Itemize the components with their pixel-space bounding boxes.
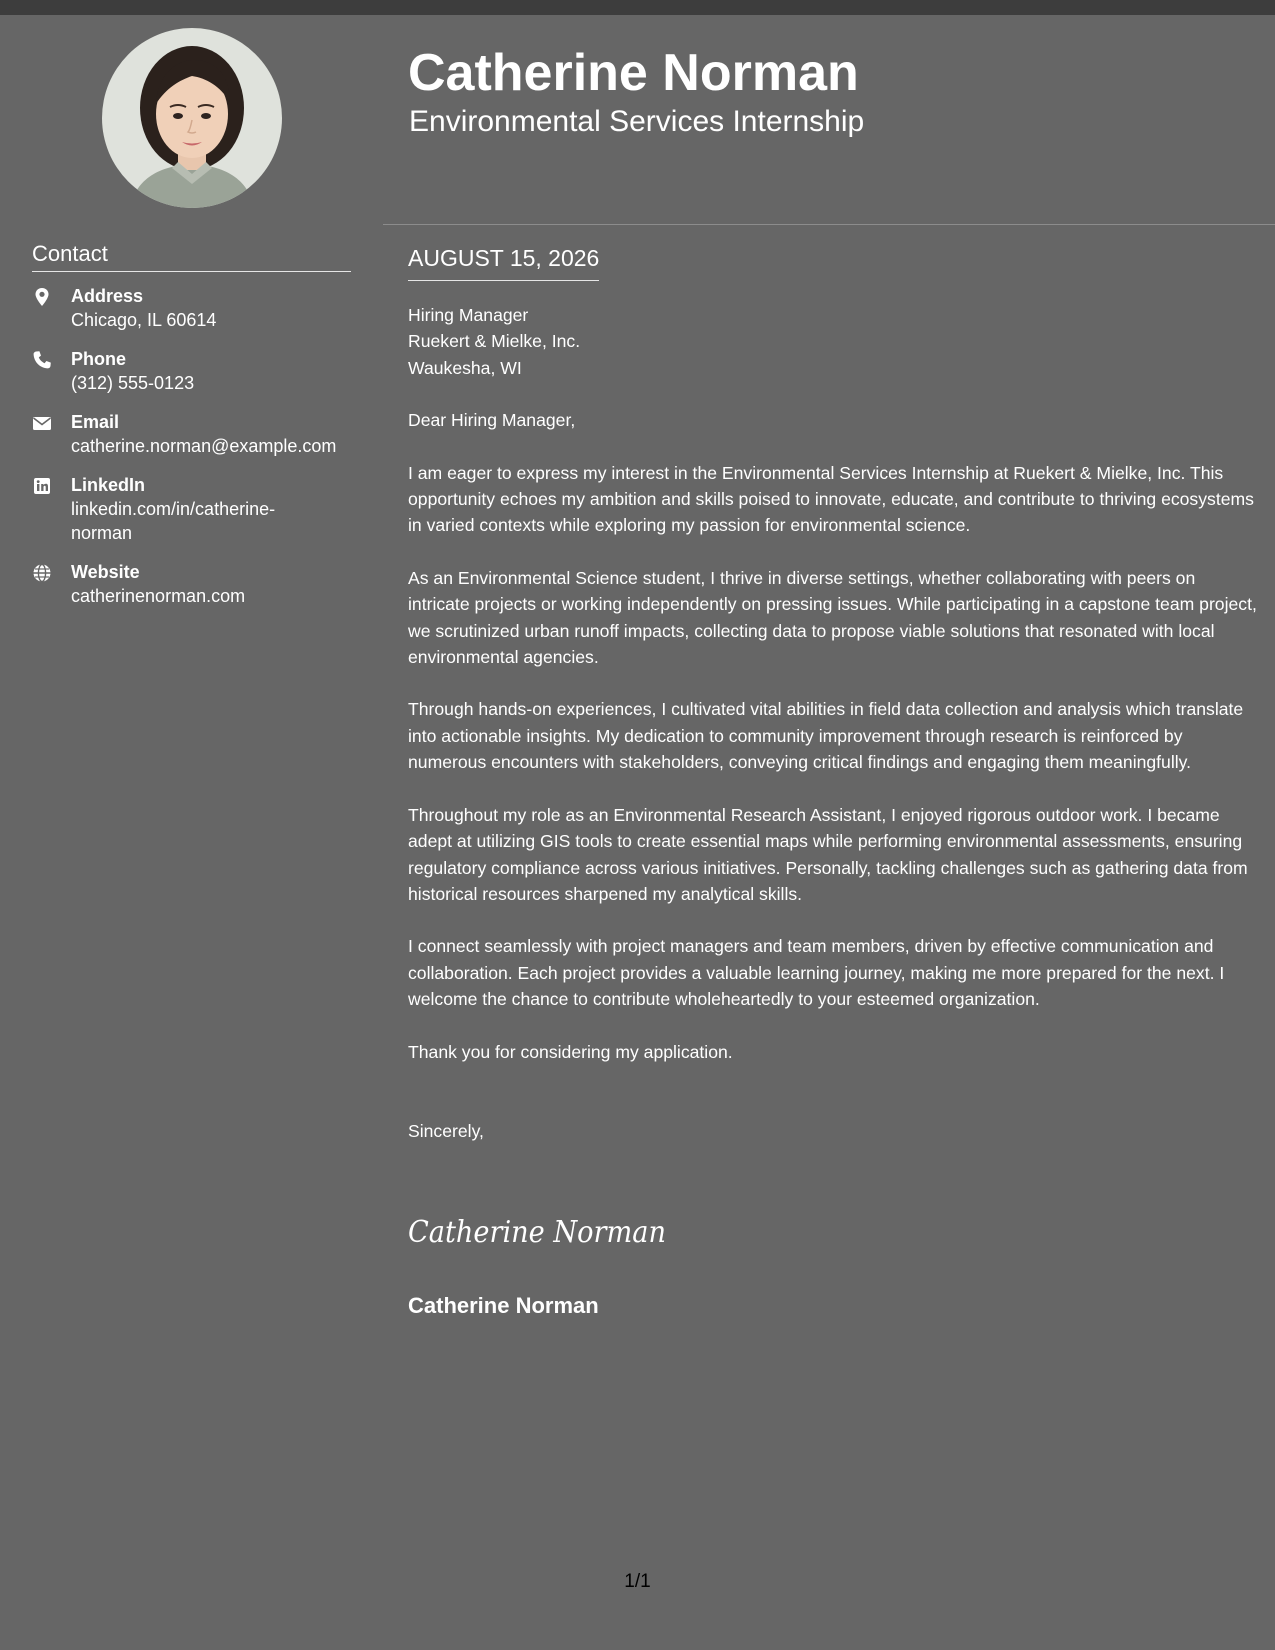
top-bar (0, 0, 1275, 15)
handwritten-signature (408, 1206, 668, 1256)
address-label: Address (71, 286, 144, 306)
linkedin-label: LinkedIn (71, 475, 146, 495)
linkedin-value[interactable]: linkedin.com/in/catherine-norman (71, 499, 276, 543)
letter-paragraph: As an Environmental Science student, I thrive in diverse settings, whether collaborating with peers on intricate projects or working independently on pressing issues. While participating in a capstone team project, we scrutinized urban runoff impacts, collecting data to propose viable solutions that resonated with local environmental agencies. (408, 567, 1257, 668)
map-pin-icon (32, 287, 52, 307)
header-job-title: Environmental Services Internship (409, 105, 865, 138)
letter-body (408, 302, 1258, 1144)
salutation: Dear Hiring Manager, (408, 410, 576, 431)
signed-name: Catherine Norman (408, 1293, 599, 1318)
header-name: Catherine Norman (408, 44, 859, 102)
letter-paragraph: Throughout my role as an Environmental Research Assistant, I enjoyed rigorous outdoor work. I became adept at utilizing GIS tools to create essential maps while performing environmental assessments, ensuring regulatory compliance across various initiatives. Personally, tackling challenges such as gathering data from historical resources sharpened my analytical skills. (408, 804, 1248, 904)
globe-icon (32, 563, 52, 583)
website-value[interactable]: catherinenorman.com (71, 586, 246, 606)
profile-photo (102, 28, 282, 208)
phone-icon (32, 350, 52, 370)
recipient-line: Hiring Manager (408, 305, 529, 325)
website-label: Website (71, 562, 140, 582)
letter-paragraph: I connect seamlessly with project managers and team members, driven by effective communication and collaboration. Each project provides a valuable learning journey, making me more prepared for the next. I welcome the chance to contribute wholeheartedly to your esteemed organization. (408, 936, 1225, 1010)
letter-paragraph: Through hands-on experiences, I cultivated vital abilities in field data collection and analysis which translate into actionable insights. My dedication to community improvement through research is reinforced by numerous encounters with stakeholders, conveying critical findings and engaging them meaningfully. (408, 699, 1244, 773)
recipient-line: Waukesha, WI (408, 357, 522, 378)
email-label: Email (71, 412, 120, 432)
page-number: 1/1 (624, 1571, 651, 1592)
phone-label: Phone (71, 349, 127, 369)
letter-paragraph: I am eager to express my interest in the Environmental Services Internship at Ruekert & Mielke, Inc. This opportunity echoes my ambition and skills poised to innovate, educate, and contribute to thriving ecosystems in varied contexts while exploring my passion for environmental science. (408, 462, 1254, 536)
letter-paragraph: Thank you for considering my application. (408, 1041, 733, 1062)
letter-date: AUGUST 15, 2026 (408, 244, 599, 281)
svg-text:Catherine Norman: Catherine Norman (408, 1215, 666, 1250)
recipient-block (408, 302, 1258, 381)
closing: Sincerely, (408, 1120, 484, 1141)
phone-value: (312) 555-0123 (71, 373, 195, 393)
address-value: Chicago, IL 60614 (71, 310, 217, 330)
contact-heading: Contact (32, 241, 351, 272)
header-divider (383, 224, 1275, 225)
envelope-icon (32, 413, 52, 433)
recipient-line: Ruekert & Mielke, Inc. (408, 331, 581, 352)
email-value: catherine.norman@example.com (71, 436, 337, 456)
linkedin-icon (32, 476, 52, 496)
